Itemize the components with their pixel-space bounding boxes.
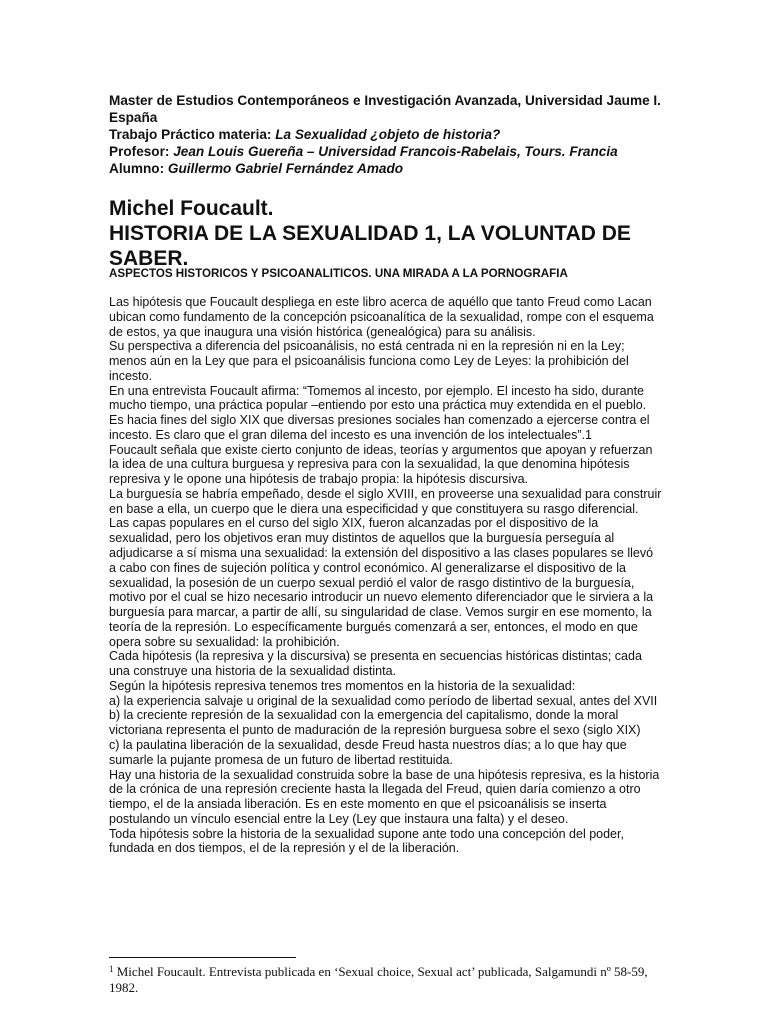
- paragraph: Cada hipótesis (la represiva y la discursiva) se presenta en secuencias históricas distintas; cada una construye una historia de la sexualidad distinta.: [109, 649, 642, 679]
- paragraph: Según la hipótesis represiva tenemos tres momentos en la historia de la sexualidad:: [109, 678, 576, 693]
- document-title: [109, 196, 669, 271]
- paragraph: Las hipótesis que Foucault despliega en este libro acerca de aquéllo que tanto Freud como Lacan ubican como fundamento de la concepción psicoanalítica de la sexualidad, rompe con el esquema de estos, ya que inaugura una visión histórica (genealógica) para su análisis.: [109, 295, 654, 339]
- paragraph: La burguesía se habría empeñado, desde el siglo XVIII, en proveerse una sexualidad para construir en base a ella, un cuerpo que le diera una especificidad y que constituyera su rasgo diferencial. Las capas populares en el curso del siglo XIX, fueron alcanzadas por el dispositivo de la sexualidad, pero los objetivos eran muy distintos de aquellos que la burguesía perseguía al adjudicarse a sí misma una sexualidad: la extensión del dispositivo a las clases populares se llevó a cabo con fines de sujeción política y control económico. Al generalizarse el dispositivo de la sexualidad, la posesión de un cuerpo sexual perdió el valor de rasgo distintivo de la burguesía, motivo por el cual se hizo necesario introducir un nuevo elemento diferenciador que le sirviera a la burguesía para marcar, a partir de allí, su singularidad de clase. Vemos surgir en ese momento, la teoría de la represión. Lo específicamente burgués comenzará a ser, entonces, el modo en que opera sobre su sexualidad: la prohibición.: [109, 486, 662, 649]
- title-author: Michel Foucault.: [109, 197, 274, 220]
- footnote-divider: [109, 957, 296, 958]
- body-text: [109, 295, 662, 856]
- list-item: a) la experiencia salvaje u original de la sexualidad como período de libertad sexual, antes del XVII: [109, 693, 658, 708]
- course-line: [109, 126, 669, 143]
- document-subtitle: ASPECTOS HISTORICOS Y PSICOANALITICOS. UNA MIRADA A LA PORNOGRAFIA: [109, 267, 568, 280]
- course-value: La Sexualidad ¿objeto de historia?: [275, 127, 501, 142]
- professor-value: Jean Louis Guereña – Universidad Francois-Rabelais, Tours. Francia: [173, 144, 618, 159]
- student-value: Guillermo Gabriel Fernández Amado: [167, 161, 404, 176]
- student-line: [109, 160, 669, 177]
- professor-label: Profesor:: [109, 144, 174, 159]
- footnote-text: Michel Foucault. Entrevista publicada en ‘Sexual choice, Sexual act’ publicada, Salgamundi nº 58-59, 1982.: [109, 964, 648, 995]
- footnote-marker: 1: [109, 964, 114, 974]
- document-header: [109, 92, 669, 177]
- paragraph: Toda hipótesis sobre la historia de la sexualidad supone ante todo una concepción del poder, fundada en dos tiempos, el de la represión y el de la liberación.: [109, 826, 624, 856]
- program-line: Master de Estudios Contemporáneos e Investigación Avanzada, Universidad Jaume I. España: [109, 93, 661, 125]
- footnote: [109, 961, 664, 996]
- paragraph: Foucault señala que existe cierto conjunto de ideas, teorías y argumentos que apoyan y refuerzan la idea de una cultura burguesa y represiva para con la sexualidad, la que denomina hipótesis represiva y le opone una hipótesis de trabajo propia: la hipótesis discursiva.: [109, 442, 653, 487]
- list-item: c) la paulatina liberación de la sexualidad, desde Freud hasta nuestros días; a lo que hay que sumarle la pujante promesa de un futuro de libertad restituida.: [109, 737, 627, 767]
- student-label: Alumno:: [109, 161, 168, 176]
- paragraph: Su perspectiva a diferencia del psicoanálisis, no está centrada ni en la represión ni en la Ley; menos aún en la Ley que para el psicoanálisis funciona como Ley de Leyes: la prohibición del incesto.: [109, 339, 629, 383]
- professor-line: [109, 143, 669, 160]
- list-item: b) la creciente represión de la sexualidad con la emergencia del capitalismo, donde la moral victoriana representa el punto de maduración de la represión burguesa sobre el sexo (siglo XIX): [109, 708, 641, 738]
- paragraph: En una entrevista Foucault afirma: “Tomemos al incesto, por ejemplo. El incesto ha sido, durante mucho tiempo, una práctica popular –entiendo por esto una práctica muy extendida en el pueblo. Es hacia fines del siglo XIX que diversas presiones sociales han comenzado a ejercerse contra el incesto. Es claro que el gran dilema del incesto es una invención de los intelectuales”.1: [109, 383, 650, 442]
- paragraph: Hay una historia de la sexualidad construida sobre la base de una hipótesis represiva, es la historia de la crónica de una represión creciente hasta la llegada del Freud, quien daría comienzo a otro tiempo, el de la ansiada liberación. Es en este momento en que el psicoanálisis se inserta postulando un vínculo esencial entre la Ley (Ley que instaura una falta) y el deseo.: [109, 767, 660, 826]
- title-work: HISTORIA DE LA SEXUALIDAD 1, LA VOLUNTAD DE SABER.: [109, 222, 631, 270]
- course-label: Trabajo Práctico materia:: [109, 127, 276, 142]
